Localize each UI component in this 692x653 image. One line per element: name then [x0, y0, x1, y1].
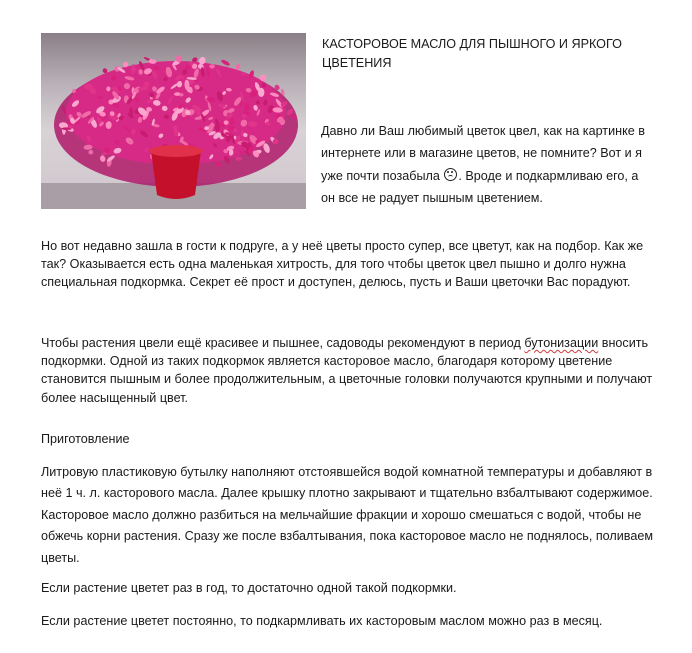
article-title: КАСТОРОВОЕ МАСЛО ДЛЯ ПЫШНОГО И ЯРКОГО ЦВЕТЕНИЯ: [322, 37, 622, 70]
paragraph-2-text-1: Чтобы растения цвели ещё красивее и пышнее, садоводы рекомендуют в период: [41, 336, 525, 350]
flower-pot: [151, 151, 201, 199]
flower-photo: [41, 33, 306, 209]
intro-paragraph: [321, 120, 651, 210]
christmas-cactus-image: [41, 33, 306, 209]
spellcheck-flagged-word: бутонизации: [524, 336, 599, 350]
paragraph-5: Если растение цветет постоянно, то подкармливать их касторовым маслом можно раз в месяц.: [41, 614, 603, 628]
paragraph-2: [41, 334, 661, 407]
frown-smiley-icon: [444, 168, 457, 181]
paragraph-2-text-2: вносить подкормки. Одной из таких подкормок является касторовое масло, благодаря которому цветение становится пышным и более продолжительным, а цветочные головки получаются крупными и получают более насыщенный цвет.: [41, 336, 653, 405]
paragraph-4: Если растение цветет раз в год, то достаточно одной такой подкормки.: [41, 581, 457, 595]
paragraph-1: Но вот недавно зашла в гости к подруге, а у неё цветы просто супер, все цветут, как на подбор. Как же так? Оказывается есть одна маленькая хитрость, для того чтобы цветок цвел пышно и долго нужна специальная подкормка. Секрет её прост и доступен, делюсь, пусть и Ваши цветочки Вас порадуют.: [41, 239, 644, 290]
section-heading: Приготовление: [41, 432, 130, 446]
paragraph-3: Литровую пластиковую бутылку наполняют отстоявшейся водой комнатной температуры и добавляют в неё 1 ч. л. касторового масла. Далее крышку плотно закрывают и тщательно взбалтывают содержимое. Касторовое масло должно разбиться на мельчайшие фракции и хорошо смешаться с водой, чтобы не обжечь корни растения. Сразу же после взбалтывания, пока касторовое масло не поднялось, поливаем цветы.: [41, 465, 653, 565]
intro-text-1: Давно ли Ваш любимый цветок цвел, как на картинке в интернете или в магазине цветов, не помните? Вот и я уже почти позабыла: [321, 124, 645, 183]
intro-text-2: . Вроде и подкармливаю его, а он все не радует пышным цветением.: [321, 168, 639, 206]
